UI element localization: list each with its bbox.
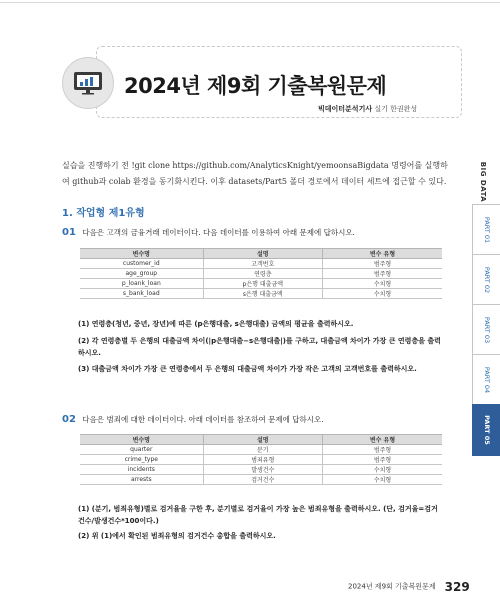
table-cell: 고객번호 <box>203 259 322 269</box>
table-row <box>80 465 442 475</box>
table-cell: 연령층 <box>203 269 322 279</box>
tab-label: PART 01 <box>483 216 491 244</box>
table-cell: s은행 대출금액 <box>203 289 322 299</box>
question-item: (2) 위 (1)에서 확인된 범죄유형의 검거건수 총합을 출력하시오. <box>78 532 276 540</box>
top-rule <box>0 2 500 3</box>
table-cell: arrests <box>80 475 203 485</box>
table-row <box>80 475 442 485</box>
table-cell: 범주형 <box>323 269 442 279</box>
page-title: 2024년 제9회 기출복원문제 <box>124 74 387 98</box>
question-text: 다음은 범죄에 대한 데이터이다. 아래 데이터를 참조하여 문제에 답하시오. <box>82 415 324 424</box>
table-cell: p은행 대출금액 <box>203 279 322 289</box>
table-cell: 수치형 <box>323 465 442 475</box>
header-cell: 변수명 <box>80 249 203 259</box>
table-cell: age_group <box>80 269 203 279</box>
tab-label: PART 02 <box>483 266 491 294</box>
table-cell: 범주형 <box>323 455 442 465</box>
header-cell: 변수 유형 <box>323 435 442 445</box>
tab-part-05[interactable] <box>472 404 500 456</box>
tab-label: PART 05 <box>483 415 491 445</box>
header-cell: 설명 <box>203 435 322 445</box>
sidebar-category <box>466 160 500 204</box>
header-cell: 설명 <box>203 249 322 259</box>
table-cell: 수치형 <box>323 475 442 485</box>
table-cell: 수치형 <box>323 279 442 289</box>
variable-table-02 <box>80 434 442 485</box>
header-cell: 변수 유형 <box>323 249 442 259</box>
header-cell: 변수명 <box>80 435 203 445</box>
table-cell: 범주형 <box>323 445 442 455</box>
book-subtitle <box>318 104 417 114</box>
table-cell: p_loank_loan <box>80 279 203 289</box>
table-row <box>80 455 442 465</box>
table-cell: incidents <box>80 465 203 475</box>
table-cell: customer_id <box>80 259 203 269</box>
table-row <box>80 289 442 299</box>
question-number: 02 <box>62 414 76 425</box>
table-header-row <box>80 435 442 445</box>
section-title: 1. 작업형 제1유형 <box>62 208 145 219</box>
subtitle-rest: 실기 한권완성 <box>374 105 418 113</box>
table-row <box>80 445 442 455</box>
table-cell: 범죄유형 <box>203 455 322 465</box>
sidebar-category-label: BIG DATA <box>479 161 487 203</box>
intro-paragraph: 실습을 진행하기 전 !git clone https://github.com/AnalyticsKnight/yemoonsaBigdata 명령어를 실행하여 github과 colab 환경을 동기화시킨다. 이후 datasets/Part5 폴더 경로에서 데이터 세트에 접근할 수 있다. <box>62 161 448 186</box>
question-02 <box>62 414 324 425</box>
table-cell: 범주형 <box>323 259 442 269</box>
tab-part-01[interactable] <box>472 204 500 256</box>
table-header-row <box>80 249 442 259</box>
question-text: 다음은 고객의 금융거래 데이터이다. 다음 데이터를 이용하여 아래 문제에 답하시오. <box>82 228 355 237</box>
table-cell: 분기 <box>203 445 322 455</box>
page-footer <box>348 576 470 595</box>
table-cell: 수치형 <box>323 289 442 299</box>
tab-part-03[interactable] <box>472 304 500 356</box>
table-cell: crime_type <box>80 455 203 465</box>
question-item: (3) 대출금액 차이가 가장 큰 연령층에서 두 은행의 대출금액 차이가 가장 작은 고객의 고객번호를 출력하시오. <box>78 365 417 373</box>
table-cell: s_bank_load <box>80 289 203 299</box>
footer-text: 2024년 제9회 기출복원문제 <box>348 582 436 591</box>
table-row <box>80 269 442 279</box>
tab-part-04[interactable] <box>472 354 500 406</box>
table-row <box>80 259 442 269</box>
page-number: 329 <box>444 579 470 594</box>
tab-label: PART 04 <box>483 366 491 394</box>
variable-table-01 <box>80 248 442 299</box>
question-item: (1) (분기, 범죄유형)별로 검거율을 구한 후, 분기별로 검거율이 가장 높은 범죄유형을 출력하시오. (단, 검거율=검거건수/발생건수*100이다.) <box>78 505 438 525</box>
table-cell: quarter <box>80 445 203 455</box>
table-cell: 검거건수 <box>203 475 322 485</box>
question-item: (2) 각 연령층별 두 은행의 대출금액 차이(|p은행대출−s은행대출|)를 구하고, 대출금액 차이가 가장 큰 연령층을 출력하시오. <box>78 337 441 357</box>
tab-label: PART 03 <box>483 316 491 344</box>
tab-part-02[interactable] <box>472 254 500 306</box>
table-cell: 발생건수 <box>203 465 322 475</box>
subtitle-bold: 빅데이터분석기사 <box>318 105 373 113</box>
question-01 <box>62 227 355 238</box>
question-number: 01 <box>62 227 76 238</box>
question-item: (1) 연령층(청년, 중년, 장년)에 따른 (p은행대출, s은행대출) 금액의 평균을 출력하시오. <box>78 320 354 328</box>
table-row <box>80 279 442 289</box>
chart-monitor-icon <box>62 57 114 109</box>
